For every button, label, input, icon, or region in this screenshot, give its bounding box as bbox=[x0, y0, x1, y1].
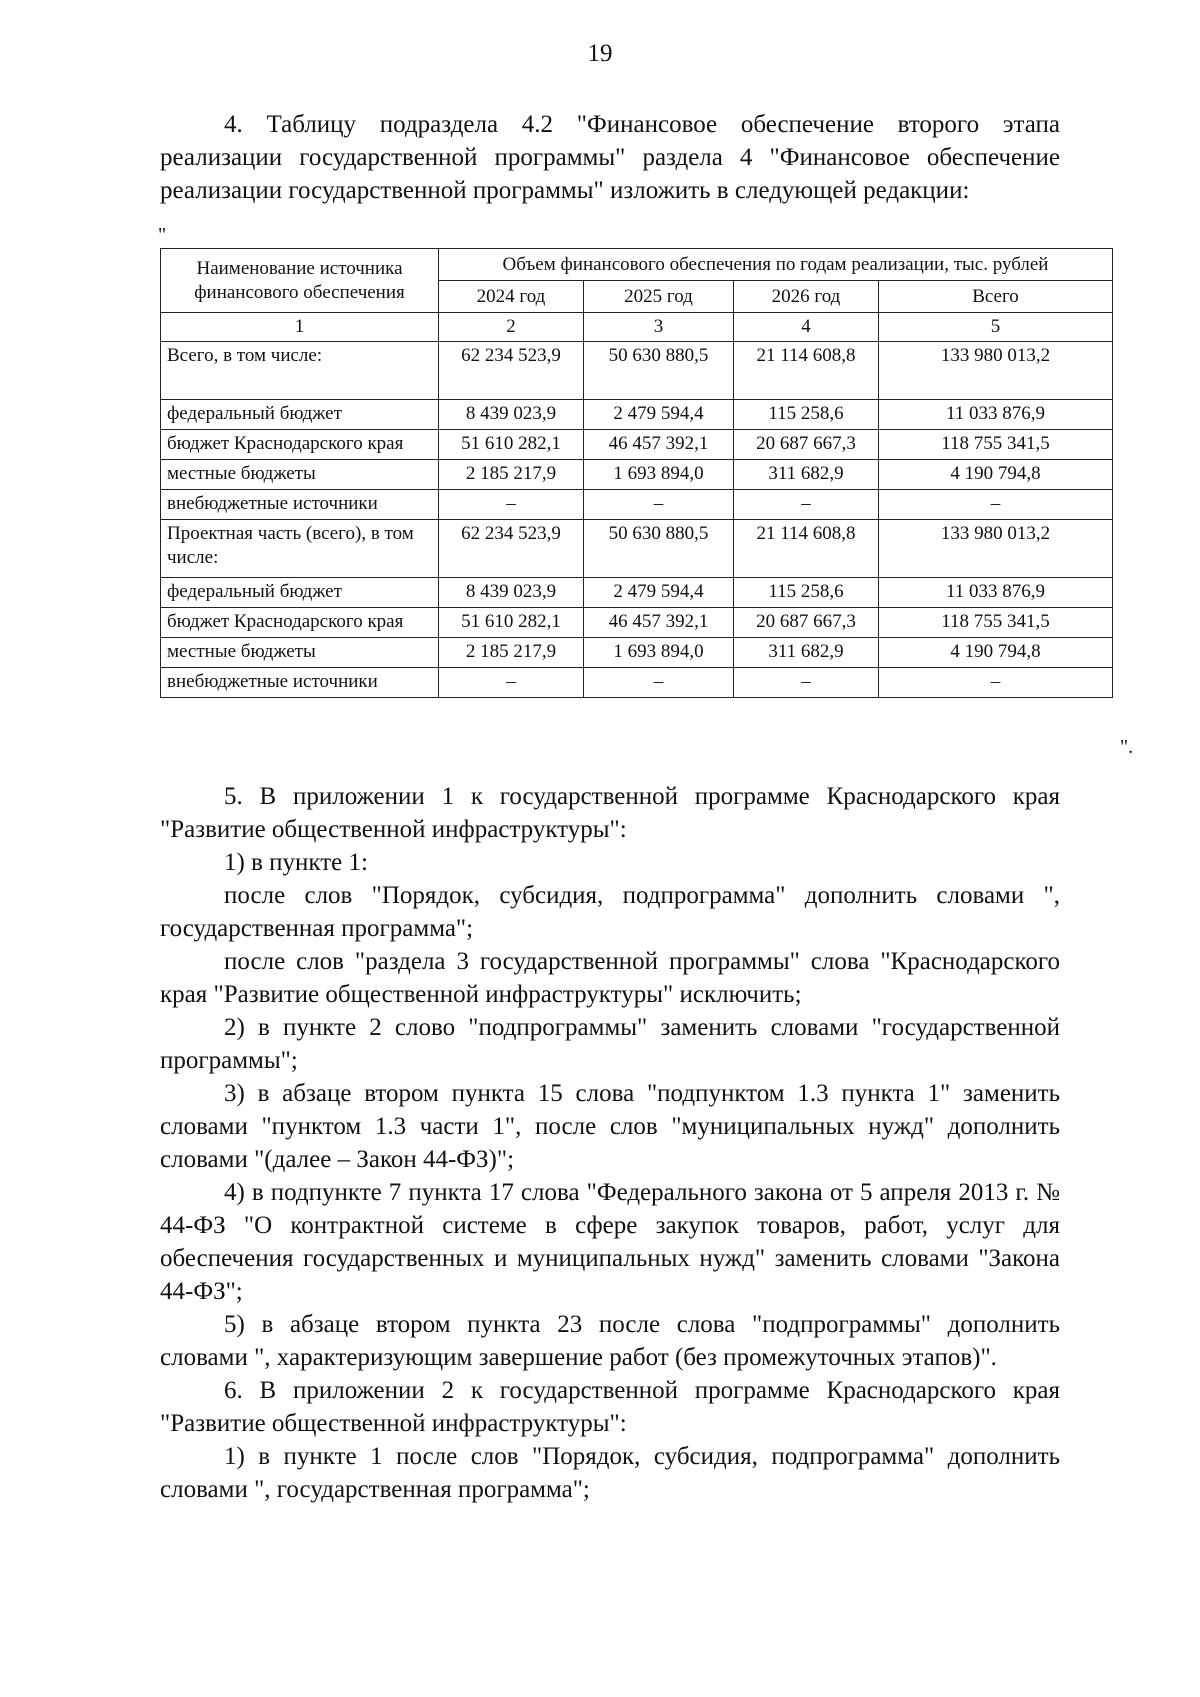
col-number: 2 bbox=[439, 313, 584, 342]
cell-value: 46 457 392,1 bbox=[584, 608, 734, 638]
cell-value: 46 457 392,1 bbox=[584, 430, 734, 460]
cell-value: 2 479 594,4 bbox=[584, 400, 734, 430]
cell-value: 115 258,6 bbox=[734, 578, 879, 608]
cell-value: 8 439 023,9 bbox=[439, 578, 584, 608]
cell-value: – bbox=[879, 668, 1113, 698]
cell-value: 311 682,9 bbox=[734, 460, 879, 490]
cell-value: 62 234 523,9 bbox=[439, 520, 584, 578]
cell-value: 4 190 794,8 bbox=[879, 460, 1113, 490]
row-label: Проектная часть (всего), в том числе: bbox=[161, 520, 439, 578]
table-row bbox=[161, 578, 1113, 608]
cell-value: 62 234 523,9 bbox=[439, 342, 584, 400]
cell-value: 8 439 023,9 bbox=[439, 400, 584, 430]
table-row bbox=[161, 638, 1113, 668]
cell-value: 50 630 880,5 bbox=[584, 342, 734, 400]
cell-value: 115 258,6 bbox=[734, 400, 879, 430]
paragraph-5-item-4: 4) в подпункте 7 пункта 17 слова "Федерального закона от 5 апреля 2013 г. № 44-ФЗ "О контрактной системе в сфере закупок товаров, работ, услуг для обеспечения государственных и муниципальных нужд" заменить словами "Закона 44-ФЗ"; bbox=[160, 1179, 1060, 1305]
cell-value: 51 610 282,1 bbox=[439, 608, 584, 638]
cell-value: 2 185 217,9 bbox=[439, 460, 584, 490]
paragraph-6-item-1: 1) в пункте 1 после слов "Порядок, субсидия, подпрограмма" дополнить словами ", государственная программа"; bbox=[160, 1443, 1060, 1503]
header-year-2025: 2025 год bbox=[584, 281, 734, 313]
col-number: 5 bbox=[879, 313, 1113, 342]
paragraph-5-item-2: 2) в пункте 2 слово "подпрограммы" заменить словами "государственной программы"; bbox=[160, 1014, 1060, 1074]
cell-value: 11 033 876,9 bbox=[879, 400, 1113, 430]
cell-value: 118 755 341,5 bbox=[879, 430, 1113, 460]
cell-value: 1 693 894,0 bbox=[584, 460, 734, 490]
table-close-quote: ". bbox=[1120, 736, 1134, 758]
row-label: бюджет Краснодарского края bbox=[161, 608, 439, 638]
table-row bbox=[161, 400, 1113, 430]
cell-value: 118 755 341,5 bbox=[879, 608, 1113, 638]
paragraph-4: 4. Таблицу подраздела 4.2 "Финансовое обеспечение второго этапа реализации государственной программы" раздела 4 "Финансовое обеспечение реализации государственной программы" изложить в следующей редакции: bbox=[160, 111, 1060, 204]
row-label: внебюджетные источники bbox=[161, 490, 439, 520]
row-label: бюджет Краснодарского края bbox=[161, 430, 439, 460]
row-label: Всего, в том числе: bbox=[161, 342, 439, 400]
paragraph-6: 6. В приложении 2 к государственной программе Краснодарского края "Развитие общественной инфраструктуры": bbox=[160, 1377, 1060, 1437]
cell-value: 133 980 013,2 bbox=[879, 342, 1113, 400]
cell-value: 4 190 794,8 bbox=[879, 638, 1113, 668]
table-row bbox=[161, 342, 1113, 400]
cell-value: – bbox=[584, 490, 734, 520]
cell-value: 51 610 282,1 bbox=[439, 430, 584, 460]
paragraph-5-item-1b: после слов "раздела 3 государственной программы" слова "Краснодарского края "Развитие общественной инфраструктуры" исключить; bbox=[160, 948, 1060, 1008]
cell-value: – bbox=[439, 668, 584, 698]
row-label: федеральный бюджет bbox=[161, 400, 439, 430]
table-open-quote: " bbox=[158, 224, 167, 246]
row-label: местные бюджеты bbox=[161, 638, 439, 668]
table-row bbox=[161, 608, 1113, 638]
cell-value: 2 185 217,9 bbox=[439, 638, 584, 668]
cell-value: – bbox=[734, 668, 879, 698]
cell-value: – bbox=[584, 668, 734, 698]
header-year-2026: 2026 год bbox=[734, 281, 879, 313]
financing-table bbox=[160, 248, 1113, 698]
header-total: Всего bbox=[879, 281, 1113, 313]
cell-value: – bbox=[879, 490, 1113, 520]
header-year-2024: 2024 год bbox=[439, 281, 584, 313]
col-number: 3 bbox=[584, 313, 734, 342]
row-label: местные бюджеты bbox=[161, 460, 439, 490]
cell-value: 20 687 667,3 bbox=[734, 430, 879, 460]
cell-value: 21 114 608,8 bbox=[734, 520, 879, 578]
paragraph-5-item-1a: после слов "Порядок, субсидия, подпрограмма" дополнить словами ", государственная программа"; bbox=[160, 882, 1060, 942]
page-number: 19 bbox=[587, 40, 613, 67]
cell-value: 11 033 876,9 bbox=[879, 578, 1113, 608]
col-number: 4 bbox=[734, 313, 879, 342]
table-row bbox=[161, 490, 1113, 520]
cell-value: 20 687 667,3 bbox=[734, 608, 879, 638]
row-label: внебюджетные источники bbox=[161, 668, 439, 698]
cell-value: 50 630 880,5 bbox=[584, 520, 734, 578]
col-number: 1 bbox=[161, 313, 439, 342]
cell-value: 21 114 608,8 bbox=[734, 342, 879, 400]
cell-value: – bbox=[439, 490, 584, 520]
paragraph-5-item-1: 1) в пункте 1: bbox=[224, 849, 368, 876]
paragraph-5-item-5: 5) в абзаце втором пункта 23 после слова "подпрограммы" дополнить словами ", характеризующим завершение работ (без промежуточных этапов)". bbox=[160, 1311, 1060, 1371]
cell-value: 311 682,9 bbox=[734, 638, 879, 668]
table-row bbox=[161, 460, 1113, 490]
table-row bbox=[161, 668, 1113, 698]
cell-value: 133 980 013,2 bbox=[879, 520, 1113, 578]
cell-value: – bbox=[734, 490, 879, 520]
paragraph-5-item-3: 3) в абзаце втором пункта 15 слова "подпунктом 1.3 пункта 1" заменить словами "пунктом 1.3 части 1", после слов "муниципальных нужд" дополнить словами "(далее – Закон 44-ФЗ)"; bbox=[160, 1080, 1060, 1173]
table-row bbox=[161, 430, 1113, 460]
paragraph-5: 5. В приложении 1 к государственной программе Краснодарского края "Развитие общественной инфраструктуры": bbox=[160, 783, 1060, 843]
header-volume: Объем финансового обеспечения по годам реализации, тыс. рублей bbox=[439, 249, 1113, 281]
table-row bbox=[161, 520, 1113, 578]
header-source: Наименование источника финансового обеспечения bbox=[161, 249, 439, 313]
cell-value: 1 693 894,0 bbox=[584, 638, 734, 668]
cell-value: 2 479 594,4 bbox=[584, 578, 734, 608]
row-label: федеральный бюджет bbox=[161, 578, 439, 608]
